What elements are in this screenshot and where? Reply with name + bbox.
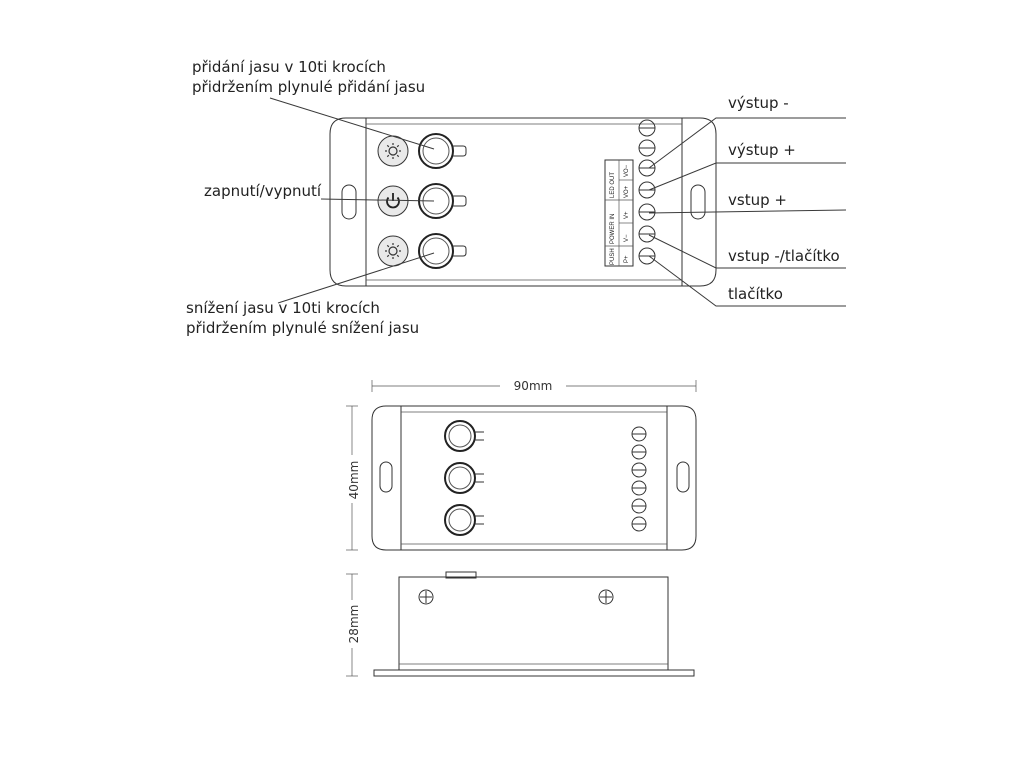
callout-decrease-2: přidržením plynulé snížení jasu bbox=[186, 319, 420, 337]
pin-vo-minus: VO− bbox=[624, 164, 630, 177]
pin-p-plus: P+ bbox=[624, 255, 630, 263]
screw-terminals bbox=[639, 120, 655, 264]
callout-input-plus: vstup + bbox=[728, 191, 787, 209]
power-in-label: POWER IN bbox=[610, 213, 616, 244]
brightness-up-button[interactable] bbox=[419, 134, 466, 168]
screw-terminal bbox=[639, 204, 655, 220]
left-flange bbox=[330, 118, 368, 286]
side-flange bbox=[374, 670, 694, 676]
button-outline bbox=[445, 463, 484, 493]
terminal-column bbox=[632, 427, 646, 531]
leader-output-plus bbox=[649, 163, 846, 190]
screw-terminal bbox=[639, 182, 655, 198]
screw-terminal bbox=[639, 248, 655, 264]
screw-terminal bbox=[639, 226, 655, 242]
depth-dimension: 28mm bbox=[347, 604, 361, 644]
callout-output-plus: výstup + bbox=[728, 141, 796, 159]
callout-button: tlačítko bbox=[728, 285, 783, 303]
callout-output-minus: výstup - bbox=[728, 94, 789, 112]
housing bbox=[366, 118, 682, 286]
right-mount-slot bbox=[691, 185, 705, 219]
callout-increase-2: přidržením plynulé přidání jasu bbox=[192, 78, 426, 96]
leader-decrease bbox=[278, 253, 434, 303]
pin-vo-plus: VO+ bbox=[624, 185, 630, 198]
width-dimension: 90mm bbox=[513, 379, 553, 393]
screw-icon bbox=[419, 590, 433, 604]
push-label: PUSH bbox=[610, 248, 616, 265]
left-mount-slot bbox=[342, 185, 356, 219]
button-outline bbox=[445, 505, 484, 535]
screw-terminal bbox=[639, 160, 655, 176]
screw-icon bbox=[599, 590, 613, 604]
sun-icon bbox=[378, 136, 408, 166]
leader-power bbox=[321, 199, 434, 201]
leader-input-plus bbox=[649, 210, 846, 213]
sun-icon bbox=[378, 236, 408, 266]
led-out-label: LED OUT bbox=[610, 171, 616, 198]
power-icon bbox=[378, 186, 408, 216]
side-housing bbox=[399, 577, 668, 670]
height-dimension: 40mm bbox=[347, 460, 361, 500]
callout-power: zapnutí/vypnutí bbox=[204, 182, 322, 200]
button-outline bbox=[445, 421, 484, 451]
pin-v-plus: V+ bbox=[624, 211, 630, 219]
side-view bbox=[343, 572, 694, 676]
terminal-labels bbox=[605, 160, 633, 266]
right-flange bbox=[680, 118, 716, 286]
callout-increase-1: přidání jasu v 10ti krocích bbox=[192, 58, 386, 76]
top-view-dimensioned bbox=[343, 378, 696, 550]
leader-increase bbox=[270, 98, 434, 149]
pin-v-minus: V− bbox=[624, 234, 630, 242]
callout-input-minus-button: vstup -/tlačítko bbox=[728, 247, 840, 265]
screw-terminal bbox=[639, 120, 655, 136]
top-view-detailed bbox=[186, 58, 846, 337]
brightness-down-button[interactable] bbox=[419, 234, 466, 268]
screw-terminal bbox=[639, 140, 655, 156]
callout-decrease-1: snížení jasu v 10ti krocích bbox=[186, 299, 380, 317]
